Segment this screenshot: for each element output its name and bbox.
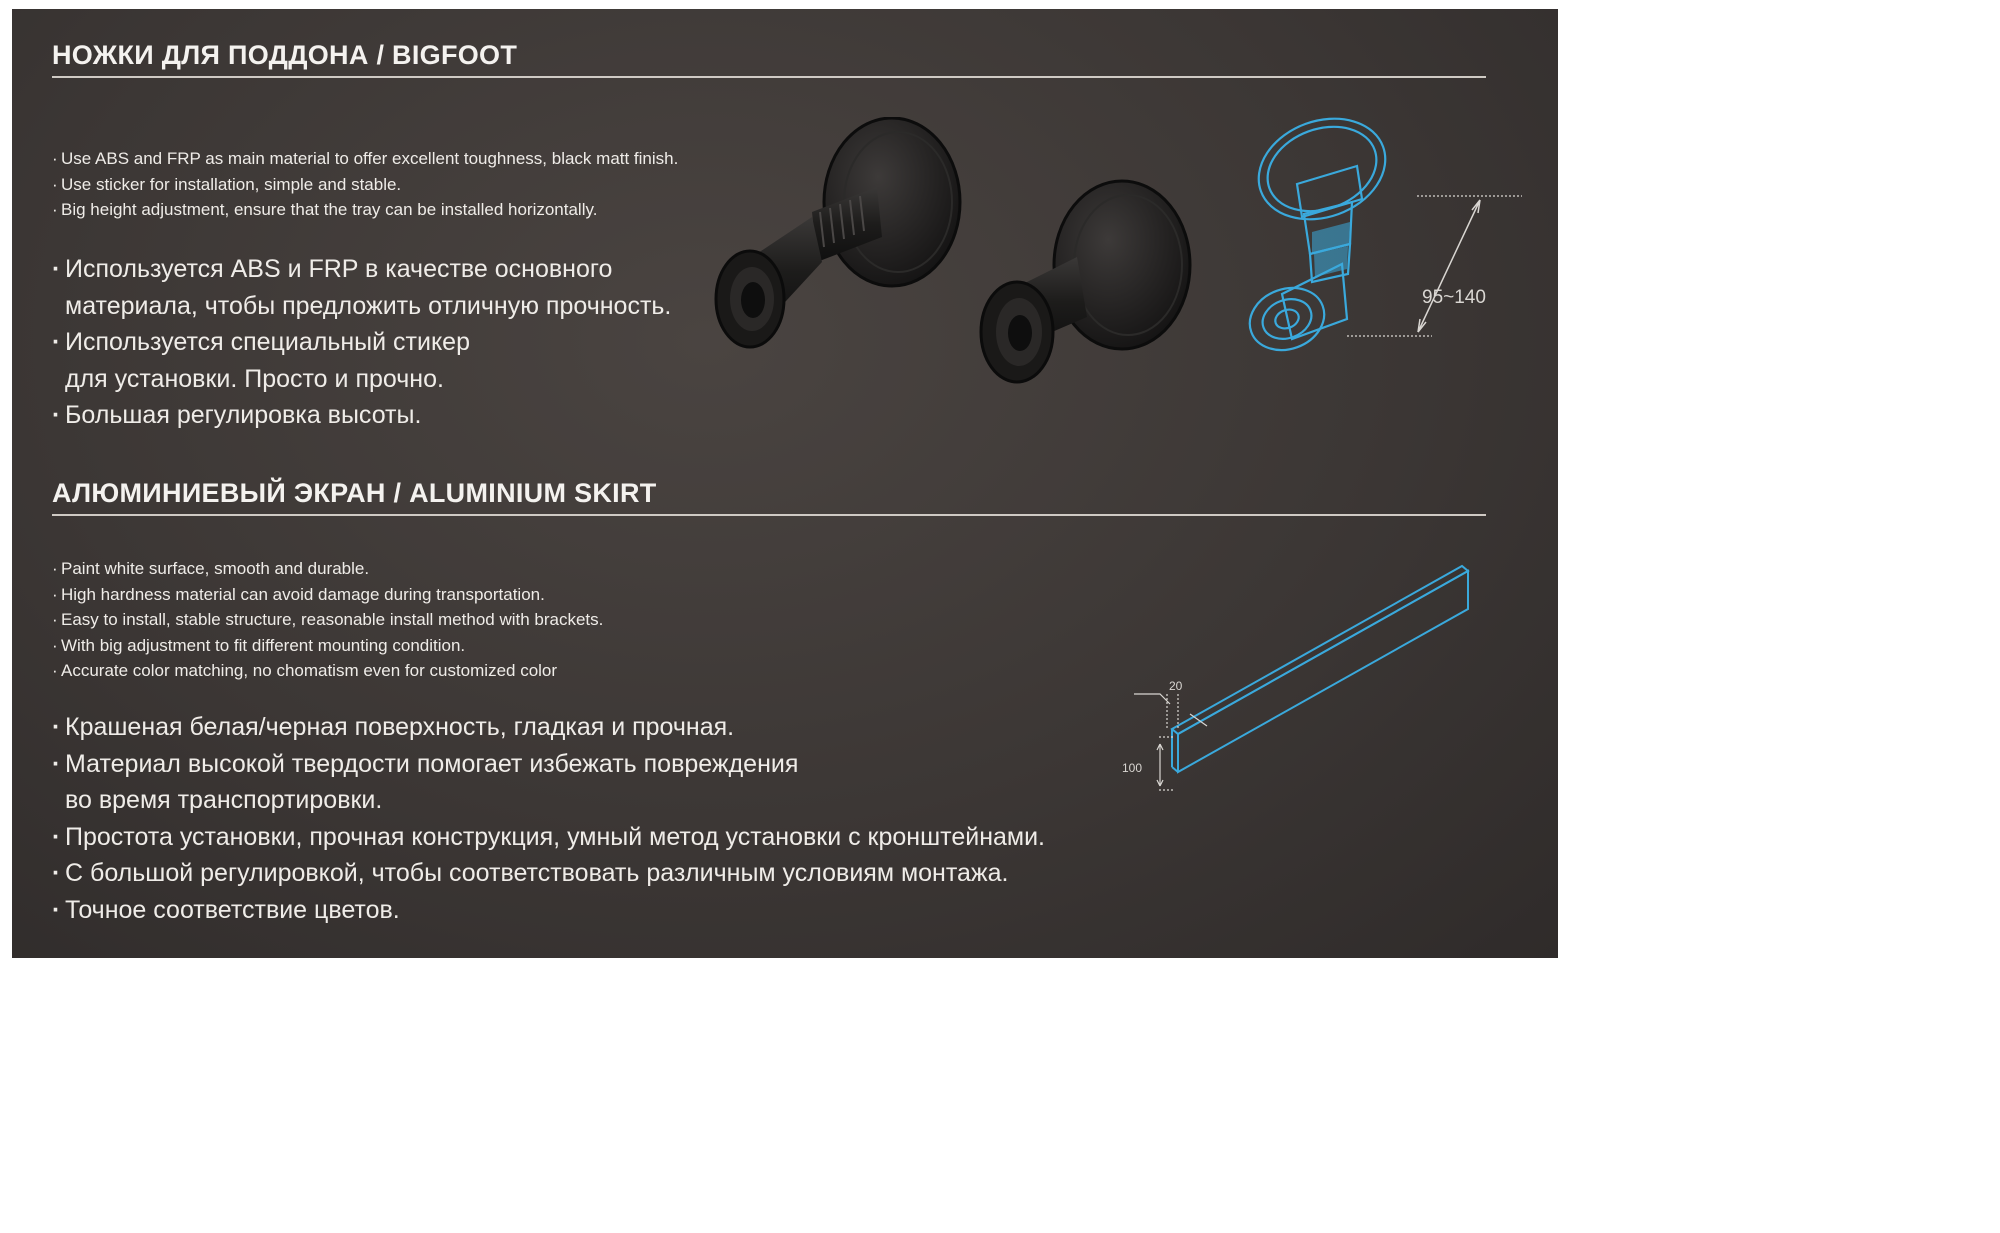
bigfoot-divider [52, 76, 1486, 78]
feature-ru-item: · Материал высокой твердости помогает избежать повреждения [52, 746, 1045, 783]
feature-ru-item: · Используется ABS и FRP в качестве основного [52, 251, 671, 288]
feature-ru-item: · Простота установки, прочная конструкция, умный метод установки с кронштейнами. [52, 819, 1045, 856]
feature-ru-item: · Точное соответствие цветов. [52, 892, 1045, 929]
feature-en-item: · Easy to install, stable structure, reasonable install method with brackets. [52, 607, 603, 633]
foot-right [981, 181, 1190, 382]
skirt-divider [52, 514, 1486, 516]
skirt-thickness-label: 20 [1169, 679, 1183, 693]
catalog-panel [12, 9, 1558, 958]
foot-left [716, 118, 960, 347]
skirt-features-en [52, 556, 603, 684]
skirt-technical-drawing [1112, 554, 1482, 794]
bigfoot-title: НОЖКИ ДЛЯ ПОДДОНА / BIGFOOT [52, 40, 518, 70]
bigfoot-features-ru [52, 251, 671, 434]
feature-ru-item-continued: для установки. Просто и прочно. [65, 364, 444, 393]
bigfoot-features-en [52, 146, 678, 223]
feature-en-item: · Big height adjustment, ensure that the tray can be installed horizontally. [52, 197, 678, 223]
feature-en-item: · Accurate color matching, no chomatism even for customized color [52, 658, 603, 684]
feature-ru-item: · С большой регулировкой, чтобы соответствовать различным условиям монтажа. [52, 855, 1045, 892]
feature-ru-item: · Крашеная белая/черная поверхность, гладкая и прочная. [52, 709, 1045, 746]
feature-ru-item-continued: материала, чтобы предложить отличную прочность. [65, 291, 672, 320]
feature-en-item: · Use ABS and FRP as main material to offer excellent toughness, black matt finish. [52, 146, 678, 172]
feature-en-item: · With big adjustment to fit different mounting condition. [52, 633, 603, 659]
bigfoot-product-photo [692, 117, 1192, 387]
feature-ru-item: · Используется специальный стикер [52, 324, 671, 361]
feature-ru-item-continued: во время транспортировки. [65, 786, 383, 815]
skirt-title: АЛЮМИНИЕВЫЙ ЭКРАН / ALUMINIUM SKIRT [52, 478, 657, 508]
skirt-features-ru [52, 709, 1045, 929]
height-range-label: 95~140 [1422, 287, 1486, 308]
skirt-height-label: 100 [1122, 761, 1143, 775]
feature-en-item: · Paint white surface, smooth and durable. [52, 556, 603, 582]
feature-en-item: · High hardness material can avoid damage during transportation. [52, 582, 603, 608]
bigfoot-technical-drawing [1222, 114, 1522, 374]
feature-en-item: · Use sticker for installation, simple and stable. [52, 172, 678, 198]
feature-ru-item: · Большая регулировка высоты. [52, 397, 671, 434]
